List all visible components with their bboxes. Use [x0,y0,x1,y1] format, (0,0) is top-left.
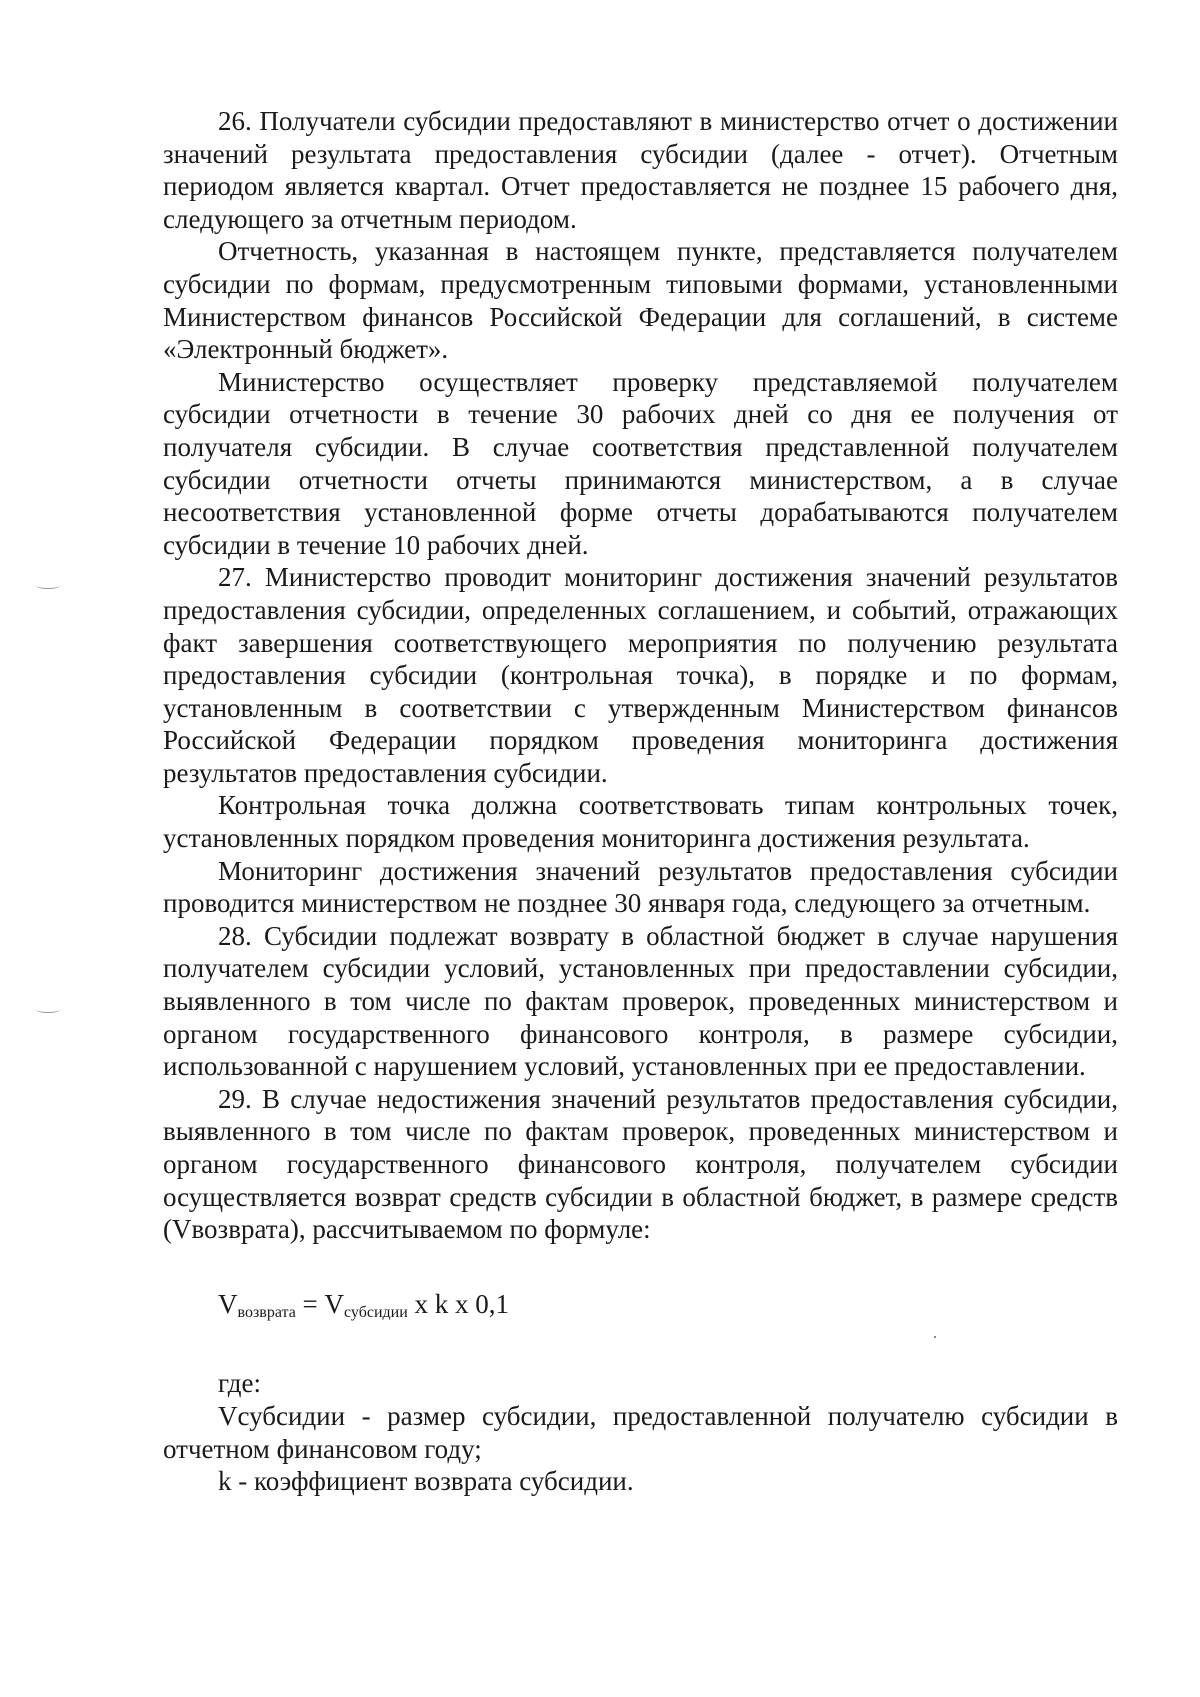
scan-artifact-mark [36,1006,60,1013]
formula-lhs: V [218,1288,238,1319]
formula-lhs-subscript: возврата [237,1303,296,1321]
formula-rhs-v: V [324,1288,345,1319]
refund-formula [163,1288,1118,1330]
paragraph-28: 28. Субсидии подлежат возврату в областной бюджет в случае нарушения получателем субсидии условий, установленных при предоставлении субсидии, выявленного в том числе по фактам проверок, проведенных министерством и органом государственного финансового контроля, в размере субсидии, использованной с нарушением условий, установленных при ее предоставлении. [163,920,1118,1082]
paragraph-29: 29. В случае недостижения значений результатов предоставления субсидии, выявленного в том числе по фактам проверок, проведенных министерством и органом государственного финансового контроля, получателем субсидии осуществляется возврат средств субсидии в областной бюджет, в размере средств (Vвозврата), рассчитываемом по формуле: [163,1083,1118,1245]
scan-speck [934,1336,936,1338]
formula-rhs-rest: x k x 0,1 [407,1288,510,1319]
paragraph-reporting-forms: Отчетность, указанная в настоящем пункте, представляется получателем субсидии по формам, предусмотренным типовыми формами, установленными Министерством финансов Российской Федерации для соглашений, в системе «Электронный бюджет». [163,236,1118,365]
formula-equals: = [295,1288,325,1319]
scan-artifact-mark [36,582,60,589]
definition-v-subsidy: Vсубсидии - размер субсидии, предоставленной получателю субсидии в отчетном финансовом году; [163,1400,1118,1464]
paragraph-report-check: Министерство осуществляет проверку представляемой получателем субсидии отчетности в течение 30 рабочих дней со дня ее получения от получателя субсидии. В случае соответствия представленной получателем субсидии отчетности отчеты принимаются министерством, а в случае несоответствия установленной форме отчеты дорабатываются получателем субсидии в течение 10 рабочих дней. [163,366,1118,560]
paragraph-27: 27. Министерство проводит мониторинг достижения значений результатов предоставления субсидии, определенных соглашением, и событий, отражающих факт завершения соответствующего мероприятия по получению результата предоставления субсидии (контрольная точка), в порядке и по формам, установленным в соответствии с утвержденным Министерством финансов Российской Федерации порядком проведения мониторинга достижения результатов предоставления субсидии. [163,562,1118,788]
definition-k: k - коэффициент возврата субсидии. [218,1466,634,1497]
where-label: где: [218,1368,261,1399]
formula-rhs-subscript: субсидии [344,1303,408,1321]
document-page [163,105,1118,1498]
paragraph-control-point: Контрольная точка должна соответствовать типам контрольных точек, установленных порядком проведения мониторинга достижения результата. [163,790,1118,854]
paragraph-monitoring-deadline: Мониторинг достижения значений результатов предоставления субсидии проводится министерством не позднее 30 января года, следующего за отчетным. [163,855,1118,919]
paragraph-26: 26. Получатели субсидии предоставляют в министерство отчет о достижении значений результата предоставления субсидии (далее - отчет). Отчетным периодом является квартал. Отчет предоставляется не позднее 15 рабочего дня, следующего за отчетным периодом. [163,106,1118,234]
